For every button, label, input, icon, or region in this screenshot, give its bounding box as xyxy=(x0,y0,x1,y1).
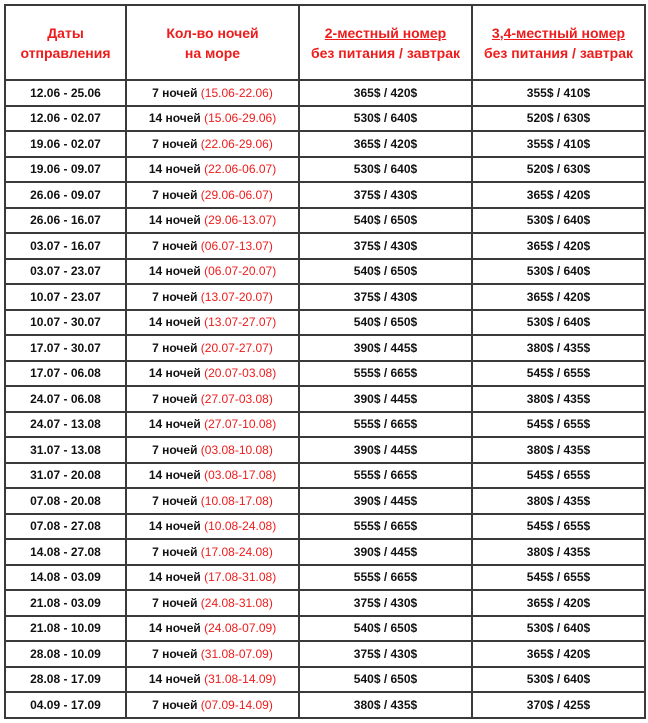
nights-text: 14 ночей xyxy=(148,213,201,228)
dates-text: 24.07 - 13.08 xyxy=(30,417,101,432)
header-text: отправления xyxy=(20,44,111,61)
cell-double-price xyxy=(299,692,472,718)
sea-dates-text: (07.09-14.09) xyxy=(200,697,273,712)
price-text: 365$ / 420$ xyxy=(526,238,591,253)
cell-dates xyxy=(5,284,126,310)
cell-nights xyxy=(126,692,299,718)
cell-double-price xyxy=(299,131,472,157)
cell-nights xyxy=(126,182,299,208)
header-triple-quad-room xyxy=(472,5,645,80)
table-row xyxy=(5,667,645,693)
dates-text: 17.07 - 30.07 xyxy=(30,340,101,355)
sea-dates-text: (29.06-13.07) xyxy=(204,213,277,228)
price-text: 540$ / 650$ xyxy=(353,672,418,687)
cell-nights xyxy=(126,590,299,616)
header-text: Кол-во ночей xyxy=(166,24,259,41)
price-text: 540$ / 650$ xyxy=(353,213,418,228)
cell-dates xyxy=(5,565,126,591)
cell-nights xyxy=(126,361,299,387)
cell-nights xyxy=(126,259,299,285)
cell-double-price xyxy=(299,667,472,693)
sea-dates-text: (22.06-06.07) xyxy=(204,162,277,177)
cell-double-price xyxy=(299,386,472,412)
cell-triple-price xyxy=(472,386,645,412)
cell-nights xyxy=(126,667,299,693)
header-departure-dates xyxy=(5,5,126,80)
sea-dates-text: (27.07-10.08) xyxy=(204,417,277,432)
dates-text: 21.08 - 10.09 xyxy=(30,621,101,636)
price-text: 365$ / 420$ xyxy=(526,187,591,202)
price-text: 365$ / 420$ xyxy=(353,85,418,100)
dates-text: 07.08 - 27.08 xyxy=(30,519,101,534)
dates-text: 26.06 - 16.07 xyxy=(30,213,101,228)
cell-triple-price xyxy=(472,157,645,183)
nights-text: 14 ночей xyxy=(148,621,201,636)
cell-triple-price xyxy=(472,641,645,667)
sea-dates-text: (22.06-29.06) xyxy=(200,136,273,151)
cell-triple-price xyxy=(472,667,645,693)
cell-nights xyxy=(126,616,299,642)
cell-triple-price xyxy=(472,514,645,540)
nights-text: 7 ночей xyxy=(152,238,198,253)
cell-triple-price xyxy=(472,463,645,489)
price-text: 365$ / 420$ xyxy=(526,289,591,304)
cell-dates xyxy=(5,488,126,514)
nights-text: 7 ночей xyxy=(152,697,198,712)
cell-double-price xyxy=(299,616,472,642)
price-text: 380$ / 435$ xyxy=(526,544,591,559)
nights-text: 7 ночей xyxy=(152,646,198,661)
cell-double-price xyxy=(299,182,472,208)
sea-dates-text: (03.08-17.08) xyxy=(204,468,277,483)
header-nights-at-sea xyxy=(126,5,299,80)
cell-double-price xyxy=(299,565,472,591)
price-text: 365$ / 420$ xyxy=(353,136,418,151)
cell-nights xyxy=(126,386,299,412)
sea-dates-text: (27.07-03.08) xyxy=(200,391,273,406)
cell-dates xyxy=(5,641,126,667)
cell-dates xyxy=(5,616,126,642)
cell-dates xyxy=(5,335,126,361)
price-text: 375$ / 430$ xyxy=(353,187,418,202)
sea-dates-text: (20.07-03.08) xyxy=(204,366,277,381)
cell-triple-price xyxy=(472,259,645,285)
sea-dates-text: (03.08-10.08) xyxy=(200,442,273,457)
dates-text: 17.07 - 06.08 xyxy=(30,366,101,381)
price-text: 375$ / 430$ xyxy=(353,238,418,253)
cell-triple-price xyxy=(472,335,645,361)
price-text: 355$ / 410$ xyxy=(526,85,591,100)
price-text: 530$ / 640$ xyxy=(526,264,591,279)
table-row xyxy=(5,182,645,208)
cell-dates xyxy=(5,463,126,489)
cell-nights xyxy=(126,565,299,591)
price-text: 555$ / 665$ xyxy=(353,468,418,483)
sea-dates-text: (10.08-17.08) xyxy=(200,493,273,508)
table-row xyxy=(5,80,645,106)
table-row xyxy=(5,157,645,183)
cell-dates xyxy=(5,157,126,183)
price-text: 545$ / 655$ xyxy=(526,570,591,585)
price-text: 390$ / 445$ xyxy=(353,340,418,355)
cell-triple-price xyxy=(472,616,645,642)
sea-dates-text: (15.06-22.06) xyxy=(200,85,273,100)
price-text: 530$ / 640$ xyxy=(526,315,591,330)
cell-nights xyxy=(126,514,299,540)
cell-dates xyxy=(5,539,126,565)
cell-dates xyxy=(5,106,126,132)
cell-nights xyxy=(126,335,299,361)
table-row xyxy=(5,514,645,540)
price-text: 365$ / 420$ xyxy=(526,646,591,661)
price-text: 545$ / 655$ xyxy=(526,468,591,483)
table-row xyxy=(5,310,645,336)
price-text: 355$ / 410$ xyxy=(526,136,591,151)
sea-dates-text: (13.07-20.07) xyxy=(200,289,273,304)
cell-nights xyxy=(126,284,299,310)
dates-text: 19.06 - 09.07 xyxy=(30,162,101,177)
nights-text: 14 ночей xyxy=(148,315,201,330)
price-text: 520$ / 630$ xyxy=(526,111,591,126)
cell-triple-price xyxy=(472,310,645,336)
cell-triple-price xyxy=(472,437,645,463)
dates-text: 31.07 - 20.08 xyxy=(30,468,101,483)
header-text: на море xyxy=(184,44,241,61)
cell-dates xyxy=(5,412,126,438)
price-text: 545$ / 655$ xyxy=(526,366,591,381)
price-text: 555$ / 665$ xyxy=(353,417,418,432)
price-text: 540$ / 650$ xyxy=(353,315,418,330)
table-row xyxy=(5,131,645,157)
cell-dates xyxy=(5,692,126,718)
cell-double-price xyxy=(299,233,472,259)
cell-nights xyxy=(126,310,299,336)
price-text: 380$ / 435$ xyxy=(526,391,591,406)
nights-text: 14 ночей xyxy=(148,570,201,585)
table-row xyxy=(5,539,645,565)
nights-text: 7 ночей xyxy=(152,493,198,508)
nights-text: 14 ночей xyxy=(148,366,201,381)
cell-double-price xyxy=(299,488,472,514)
price-text: 530$ / 640$ xyxy=(526,672,591,687)
table-row xyxy=(5,692,645,718)
cell-triple-price xyxy=(472,80,645,106)
dates-text: 24.07 - 06.08 xyxy=(30,391,101,406)
cell-dates xyxy=(5,259,126,285)
price-text: 370$ / 425$ xyxy=(526,697,591,712)
cell-triple-price xyxy=(472,106,645,132)
price-text: 545$ / 655$ xyxy=(526,417,591,432)
price-text: 555$ / 665$ xyxy=(353,570,418,585)
cell-nights xyxy=(126,488,299,514)
cell-double-price xyxy=(299,437,472,463)
cell-dates xyxy=(5,386,126,412)
cell-double-price xyxy=(299,539,472,565)
cell-double-price xyxy=(299,284,472,310)
header-text: без питания / завтрак xyxy=(310,44,461,61)
dates-text: 10.07 - 23.07 xyxy=(30,289,101,304)
cell-double-price xyxy=(299,361,472,387)
cell-triple-price xyxy=(472,131,645,157)
cell-nights xyxy=(126,437,299,463)
price-text: 540$ / 650$ xyxy=(353,621,418,636)
cell-nights xyxy=(126,157,299,183)
price-text: 390$ / 445$ xyxy=(353,544,418,559)
cell-double-price xyxy=(299,208,472,234)
cell-triple-price xyxy=(472,565,645,591)
header-text: 3,4-местный номер xyxy=(491,24,626,41)
price-text: 545$ / 655$ xyxy=(526,519,591,534)
table-row xyxy=(5,335,645,361)
table-header-row xyxy=(5,5,645,80)
dates-text: 12.06 - 25.06 xyxy=(30,85,101,100)
dates-text: 14.08 - 27.08 xyxy=(30,544,101,559)
table-row xyxy=(5,616,645,642)
price-text: 390$ / 445$ xyxy=(353,391,418,406)
cell-triple-price xyxy=(472,488,645,514)
cell-triple-price xyxy=(472,412,645,438)
sea-dates-text: (31.08-14.09) xyxy=(204,672,277,687)
sea-dates-text: (13.07-27.07) xyxy=(204,315,277,330)
nights-text: 7 ночей xyxy=(152,595,198,610)
cell-triple-price xyxy=(472,692,645,718)
sea-dates-text: (31.08-07.09) xyxy=(200,646,273,661)
cell-double-price xyxy=(299,514,472,540)
price-text: 540$ / 650$ xyxy=(353,264,418,279)
cell-triple-price xyxy=(472,208,645,234)
dates-text: 28.08 - 10.09 xyxy=(30,646,101,661)
cell-dates xyxy=(5,208,126,234)
dates-text: 14.08 - 03.09 xyxy=(30,570,101,585)
price-text: 375$ / 430$ xyxy=(353,646,418,661)
sea-dates-text: (29.06-06.07) xyxy=(200,187,273,202)
sea-dates-text: (10.08-24.08) xyxy=(204,519,277,534)
sea-dates-text: (24.08-07.09) xyxy=(204,621,277,636)
sea-dates-text: (17.08-24.08) xyxy=(200,544,273,559)
cell-nights xyxy=(126,641,299,667)
table-row xyxy=(5,106,645,132)
cell-dates xyxy=(5,310,126,336)
price-text: 380$ / 435$ xyxy=(353,697,418,712)
dates-text: 19.06 - 02.07 xyxy=(30,136,101,151)
nights-text: 14 ночей xyxy=(148,672,201,687)
table-row xyxy=(5,284,645,310)
price-text: 530$ / 640$ xyxy=(353,162,418,177)
cell-double-price xyxy=(299,590,472,616)
cell-triple-price xyxy=(472,182,645,208)
cell-triple-price xyxy=(472,284,645,310)
nights-text: 7 ночей xyxy=(152,544,198,559)
cell-dates xyxy=(5,233,126,259)
price-text: 380$ / 435$ xyxy=(526,493,591,508)
nights-text: 7 ночей xyxy=(152,187,198,202)
cell-double-price xyxy=(299,335,472,361)
header-text: без питания / завтрак xyxy=(483,44,634,61)
dates-text: 31.07 - 13.08 xyxy=(30,442,101,457)
price-text: 555$ / 665$ xyxy=(353,366,418,381)
price-text: 390$ / 445$ xyxy=(353,493,418,508)
table-row xyxy=(5,208,645,234)
table-row xyxy=(5,233,645,259)
cell-double-price xyxy=(299,259,472,285)
cell-double-price xyxy=(299,641,472,667)
cell-nights xyxy=(126,539,299,565)
cell-dates xyxy=(5,182,126,208)
header-text: Даты xyxy=(47,24,84,41)
sea-dates-text: (20.07-27.07) xyxy=(200,340,273,355)
sea-dates-text: (17.08-31.08) xyxy=(204,570,277,585)
cell-nights xyxy=(126,131,299,157)
price-text: 530$ / 640$ xyxy=(526,621,591,636)
dates-text: 10.07 - 30.07 xyxy=(30,315,101,330)
table-row xyxy=(5,386,645,412)
price-text: 365$ / 420$ xyxy=(526,595,591,610)
cell-dates xyxy=(5,131,126,157)
sea-dates-text: (06.07-13.07) xyxy=(200,238,273,253)
table-row xyxy=(5,565,645,591)
cell-double-price xyxy=(299,412,472,438)
dates-text: 26.06 - 09.07 xyxy=(30,187,101,202)
price-text: 530$ / 640$ xyxy=(526,213,591,228)
price-text: 555$ / 665$ xyxy=(353,519,418,534)
nights-text: 14 ночей xyxy=(148,468,201,483)
cell-nights xyxy=(126,208,299,234)
cell-dates xyxy=(5,437,126,463)
nights-text: 7 ночей xyxy=(152,289,198,304)
nights-text: 7 ночей xyxy=(152,136,198,151)
price-table xyxy=(4,4,646,719)
header-text: 2-местный номер xyxy=(324,24,447,41)
cell-triple-price xyxy=(472,361,645,387)
cell-dates xyxy=(5,667,126,693)
price-text: 530$ / 640$ xyxy=(353,111,418,126)
table-row xyxy=(5,259,645,285)
cell-double-price xyxy=(299,106,472,132)
table-row xyxy=(5,437,645,463)
nights-text: 14 ночей xyxy=(148,264,201,279)
cell-triple-price xyxy=(472,590,645,616)
price-text: 375$ / 430$ xyxy=(353,595,418,610)
sea-dates-text: (24.08-31.08) xyxy=(200,595,273,610)
cell-nights xyxy=(126,106,299,132)
cell-dates xyxy=(5,514,126,540)
nights-text: 7 ночей xyxy=(152,442,198,457)
dates-text: 03.07 - 16.07 xyxy=(30,238,101,253)
dates-text: 21.08 - 03.09 xyxy=(30,595,101,610)
price-text: 520$ / 630$ xyxy=(526,162,591,177)
dates-text: 04.09 - 17.09 xyxy=(30,697,101,712)
price-text: 380$ / 435$ xyxy=(526,340,591,355)
dates-text: 28.08 - 17.09 xyxy=(30,672,101,687)
nights-text: 7 ночей xyxy=(152,391,198,406)
table-row xyxy=(5,488,645,514)
nights-text: 14 ночей xyxy=(148,162,201,177)
dates-text: 12.06 - 02.07 xyxy=(30,111,101,126)
price-text: 380$ / 435$ xyxy=(526,442,591,457)
nights-text: 14 ночей xyxy=(148,417,201,432)
dates-text: 03.07 - 23.07 xyxy=(30,264,101,279)
price-text: 375$ / 430$ xyxy=(353,289,418,304)
sea-dates-text: (06.07-20.07) xyxy=(204,264,277,279)
nights-text: 14 ночей xyxy=(148,519,201,534)
cell-nights xyxy=(126,233,299,259)
nights-text: 7 ночей xyxy=(152,340,198,355)
nights-text: 7 ночей xyxy=(152,85,198,100)
cell-double-price xyxy=(299,310,472,336)
cell-double-price xyxy=(299,80,472,106)
cell-nights xyxy=(126,412,299,438)
price-text: 390$ / 445$ xyxy=(353,442,418,457)
cell-nights xyxy=(126,80,299,106)
cell-triple-price xyxy=(472,233,645,259)
cell-triple-price xyxy=(472,539,645,565)
cell-dates xyxy=(5,80,126,106)
dates-text: 07.08 - 20.08 xyxy=(30,493,101,508)
table-row xyxy=(5,590,645,616)
table-row xyxy=(5,412,645,438)
table-row xyxy=(5,361,645,387)
header-double-room xyxy=(299,5,472,80)
cell-dates xyxy=(5,361,126,387)
cell-double-price xyxy=(299,463,472,489)
nights-text: 14 ночей xyxy=(148,111,201,126)
table-row xyxy=(5,641,645,667)
cell-double-price xyxy=(299,157,472,183)
sea-dates-text: (15.06-29.06) xyxy=(204,111,277,126)
table-row xyxy=(5,463,645,489)
cell-nights xyxy=(126,463,299,489)
cell-dates xyxy=(5,590,126,616)
